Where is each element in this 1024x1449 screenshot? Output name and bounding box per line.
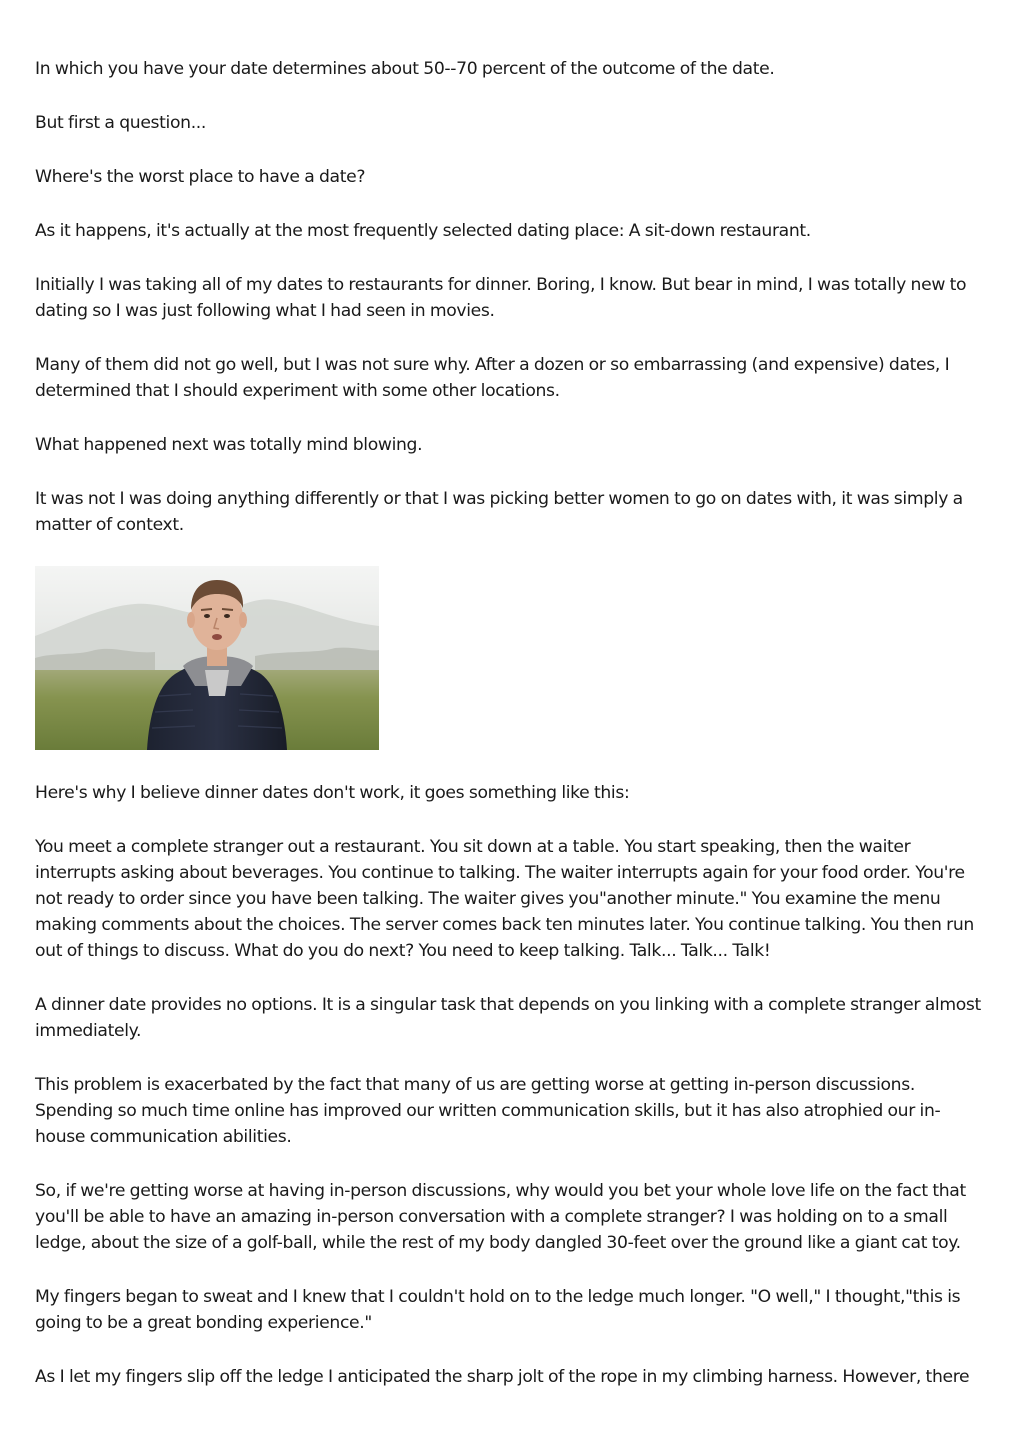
paragraph: It was not I was doing anything differently or that I was picking better women to go on dates with, it was simply a matter of context. (35, 489, 963, 535)
paragraph: Many of them did not go well, but I was not sure why. After a dozen or so embarrassing (and expensive) dates, I determined that I should experiment with some other locations. (35, 355, 950, 401)
paragraph: As I let my fingers slip off the ledge I anticipated the sharp jolt of the rope in my climbing harness. However, there (35, 1367, 970, 1387)
article-body (35, 56, 990, 1418)
paragraph: This problem is exacerbated by the fact that many of us are getting worse at getting in-person discussions. Spending so much time online has improved our written communication skills, but it has also atrophied our in-house communication abilities. (35, 1075, 941, 1147)
paragraph: But first a question... (35, 113, 207, 133)
paragraph: In which you have your date determines about 50--70 percent of the outcome of the date. (35, 59, 775, 79)
paragraph: You meet a complete stranger out a restaurant. You sit down at a table. You start speaking, then the waiter interrupts asking about beverages. You continue to talking. The waiter interrupts again for your food order. You're not ready to order since you have been talking. The waiter gives you"another minute." You examine the menu making comments about the choices. The server comes back ten minutes later. You continue talking. You then run out of things to discuss. What do you do next? You need to keep talking. Talk... Talk... Talk! (35, 837, 974, 961)
paragraph: Initially I was taking all of my dates to restaurants for dinner. Boring, I know. But bear in mind, I was totally new to dating so I was just following what I had seen in movies. (35, 275, 967, 321)
paragraph: Where's the worst place to have a date? (35, 167, 366, 187)
paragraph: My fingers began to sweat and I knew that I couldn't hold on to the ledge much longer. "O well," I thought,"this is going to be a great bonding experience." (35, 1287, 961, 1333)
paragraph: A dinner date provides no options. It is a singular task that depends on you linking with a complete stranger almost immediately. (35, 995, 981, 1041)
article-photo (35, 566, 379, 750)
paragraph: As it happens, it's actually at the most frequently selected dating place: A sit-down restaurant. (35, 221, 811, 241)
photo-man-in-field-icon (35, 566, 379, 750)
paragraph: So, if we're getting worse at having in-person discussions, why would you bet your whole love life on the fact that you'll be able to have an amazing in-person conversation with a complete stranger? I was holding on to a small ledge, about the size of a golf-ball, while the rest of my body dangled 30-feet over the ground like a giant cat toy. (35, 1181, 966, 1253)
paragraph: What happened next was totally mind blowing. (35, 435, 423, 455)
paragraph: Here's why I believe dinner dates don't work, it goes something like this: (35, 783, 630, 803)
